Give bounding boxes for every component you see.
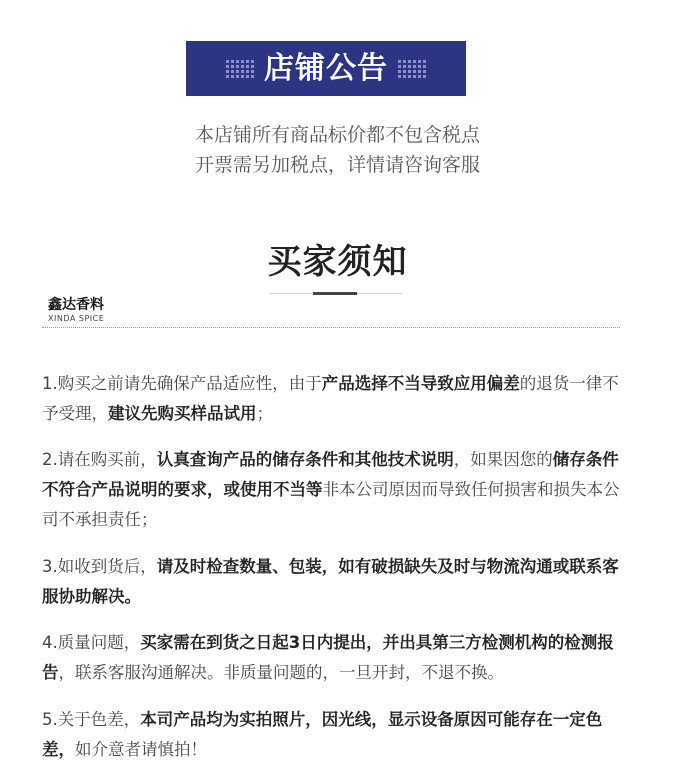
dot: [408, 70, 411, 73]
dot: [418, 75, 421, 78]
term-text: 3.如收到货后，: [42, 556, 157, 576]
dot: [241, 75, 244, 78]
term-item-3: [42, 552, 627, 612]
term-emphasis: 建议先购买样品试用: [108, 403, 257, 423]
term-emphasis: 买家需在到货之日起3日内提出，并出具第三方检测机构的检测报告: [42, 633, 614, 682]
dot: [231, 70, 234, 73]
dot: [403, 60, 406, 63]
dot: [403, 70, 406, 73]
dot: [413, 70, 416, 73]
term-text: 2.请在购买前，: [42, 450, 157, 469]
brand-name-cn: 鑫达香料: [48, 297, 104, 313]
term-emphasis: 储存条件不符合产品说明的要求，或使用不当等: [42, 450, 619, 499]
dot: [241, 70, 244, 73]
term-text: ，联系客服沟通解决。非质量问题的，一旦开封，不退不换。: [58, 663, 504, 682]
title-divider-accent: [313, 292, 357, 295]
term-text: ；: [256, 403, 273, 423]
dot: [251, 65, 254, 68]
brand-name-en: XINDA SPICE: [48, 314, 105, 323]
dot: [231, 75, 234, 78]
dot: [246, 70, 249, 73]
dot: [236, 70, 239, 73]
banner-title: 店铺公告: [264, 50, 388, 86]
term-item-4: [42, 628, 627, 688]
term-emphasis: 产品选择不当导致应用偏差: [321, 373, 520, 393]
term-text: 5.关于色差，: [42, 709, 141, 729]
term-text: 1.购买之前请先确保产品适应性，由于: [42, 373, 322, 393]
section-title: 买家须知: [267, 242, 408, 282]
dot: [408, 75, 411, 78]
dot: [398, 75, 401, 78]
dot: [423, 75, 426, 78]
tax-notice: [0, 120, 675, 180]
dot: [403, 65, 406, 68]
dot: [408, 60, 411, 63]
dot: [226, 70, 229, 73]
dot-pattern-left: [226, 60, 254, 78]
dot: [226, 75, 229, 78]
term-text: 非本公司原因而导致任何损害和损失本公司不承担责任；: [42, 480, 620, 529]
dot: [226, 65, 229, 68]
dot: [231, 60, 234, 63]
term-text: 4.质量问题，: [42, 633, 141, 652]
tax-notice-line1: 本店铺所有商品标价都不包含税点: [194, 124, 480, 146]
term-item-5: [42, 705, 627, 765]
dot: [246, 65, 249, 68]
term-emphasis: 本司产品均为实拍照片，因光线，显示设备原因可能存在一定色差，: [42, 709, 603, 759]
dot: [246, 75, 249, 78]
dot: [251, 60, 254, 63]
term-emphasis: 认真查询产品的储存条件和其他技术说明: [156, 450, 454, 469]
dot: [423, 70, 426, 73]
term-text: 如介意者请慎拍！: [75, 739, 207, 759]
dot: [241, 65, 244, 68]
term-text: 的退货一律不予受理，: [42, 373, 619, 423]
dot: [413, 60, 416, 63]
term-item-1: [42, 369, 627, 429]
brand-logo: [48, 297, 104, 324]
dot: [423, 60, 426, 63]
term-item-2: [42, 445, 627, 535]
dot: [408, 65, 411, 68]
dot: [423, 65, 426, 68]
dot: [413, 65, 416, 68]
dot: [246, 60, 249, 63]
dot: [251, 75, 254, 78]
dot: [418, 60, 421, 63]
term-text: ，如果因您的: [453, 450, 553, 469]
store-notice-banner: [186, 41, 466, 96]
tax-notice-line2: 开票需另加税点，详情请咨询客服: [194, 154, 480, 176]
dot: [236, 65, 239, 68]
dot: [236, 60, 239, 63]
dot-pattern-right: [398, 60, 426, 78]
terms-list: [42, 352, 627, 779]
dot: [231, 65, 234, 68]
dot: [418, 65, 421, 68]
dot: [398, 65, 401, 68]
dot: [398, 60, 401, 63]
dot: [418, 70, 421, 73]
dot: [226, 60, 229, 63]
dot: [241, 60, 244, 63]
dot: [251, 70, 254, 73]
term-emphasis: 请及时检查数量、包装，如有破损缺失及时与物流沟通或联系客服协助解决。: [42, 556, 619, 606]
dot: [413, 75, 416, 78]
dot: [398, 70, 401, 73]
dot: [403, 75, 406, 78]
dotted-divider: [42, 327, 620, 328]
dot: [236, 75, 239, 78]
